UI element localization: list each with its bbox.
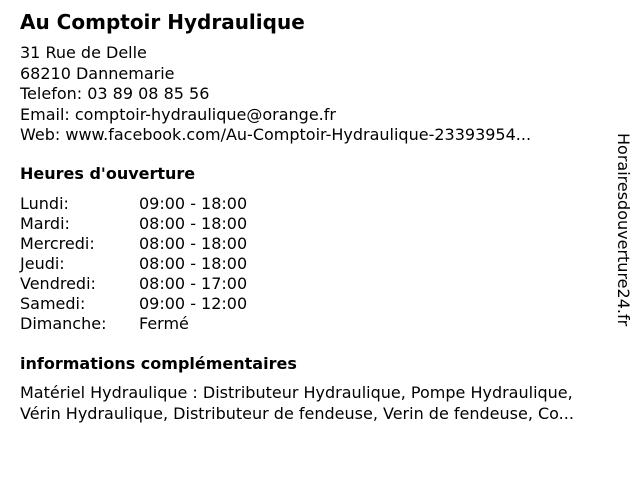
day-label: Jeudi: bbox=[20, 254, 65, 273]
hours-row-saturday bbox=[20, 294, 320, 314]
opening-hours-table bbox=[20, 194, 320, 334]
hours-row-sunday bbox=[20, 314, 320, 334]
contact-block bbox=[20, 43, 531, 146]
website-link: Web: www.facebook.com/Au-Comptoir-Hydraulique-23393954... bbox=[20, 125, 532, 144]
hours-row-tuesday bbox=[20, 214, 320, 234]
time-value: 08:00 - 18:00 bbox=[139, 214, 248, 233]
day-label: Mardi: bbox=[20, 214, 70, 233]
business-name: Au Comptoir Hydraulique bbox=[20, 10, 305, 34]
email-address: Email: comptoir-hydraulique@orange.fr bbox=[20, 104, 336, 124]
day-label: Mercredi: bbox=[20, 234, 95, 253]
hours-row-monday bbox=[20, 194, 320, 214]
opening-hours-heading: Heures d'ouverture bbox=[20, 164, 196, 183]
watermark-text: Horairesdouverture24.fr bbox=[614, 133, 633, 327]
address-city: 68210 Dannemarie bbox=[20, 63, 175, 83]
phone-number: Telefon: 03 89 08 85 56 bbox=[20, 84, 210, 103]
time-value: 08:00 - 17:00 bbox=[139, 274, 248, 293]
day-label: Lundi: bbox=[20, 194, 69, 213]
site-watermark bbox=[612, 133, 634, 373]
day-label: Vendredi: bbox=[20, 274, 96, 293]
day-label: Samedi: bbox=[20, 294, 86, 313]
time-value: Fermé bbox=[139, 314, 189, 333]
time-value: 08:00 - 18:00 bbox=[139, 254, 248, 273]
time-value: 09:00 - 18:00 bbox=[139, 194, 248, 213]
time-value: 09:00 - 12:00 bbox=[139, 294, 248, 313]
additional-info-text bbox=[20, 382, 630, 424]
hours-row-friday bbox=[20, 274, 320, 294]
additional-info-heading: informations complémentaires bbox=[20, 354, 297, 373]
info-line: Matériel Hydraulique : Distributeur Hydraulique, Pompe Hydraulique, bbox=[20, 383, 573, 402]
hours-row-thursday bbox=[20, 254, 320, 274]
info-line: Vérin Hydraulique, Distributeur de fendeuse, Verin de fendeuse, Co... bbox=[20, 404, 574, 423]
day-label: Dimanche: bbox=[20, 314, 107, 333]
hours-row-wednesday bbox=[20, 234, 320, 254]
time-value: 08:00 - 18:00 bbox=[139, 234, 248, 253]
address-street: 31 Rue de Delle bbox=[20, 43, 147, 62]
